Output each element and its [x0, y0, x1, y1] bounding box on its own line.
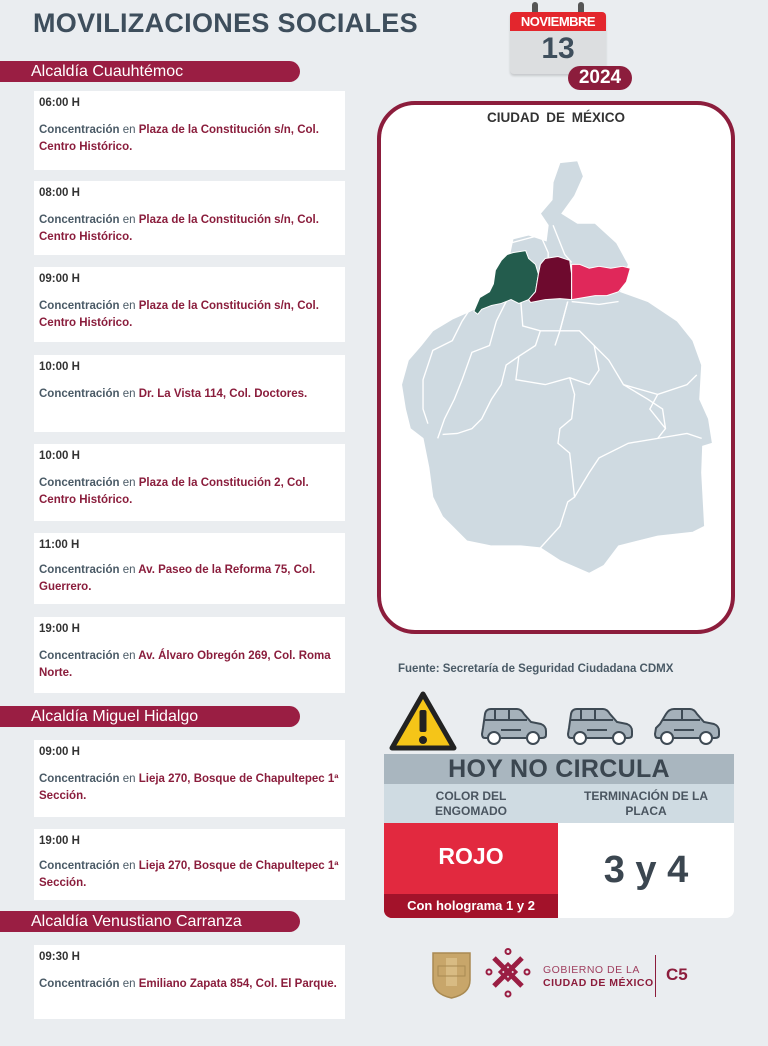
- event-place: Dr. La Vista 114, Col. Doctores.: [138, 388, 308, 400]
- hoy-no-circula-body: [384, 823, 734, 918]
- event-type: Concentración: [39, 650, 120, 662]
- hologram-note: Con holograma 1 y 2: [384, 894, 558, 918]
- event-connector: en: [122, 477, 136, 489]
- event-time: 09:00 H: [39, 746, 80, 758]
- car-icon: [479, 706, 549, 746]
- event-connector: en: [122, 978, 136, 990]
- section-header-venustiano-carranza: Alcaldía Venustiano Carranza: [0, 911, 300, 932]
- car-icon: [652, 706, 722, 746]
- section-header-cuauhtemoc: Alcaldía Cuauhtémoc: [0, 61, 300, 82]
- event-description: [39, 976, 340, 993]
- event-connector: en: [122, 214, 136, 226]
- event-place: Plaza de la Constitución s/n, Col. Centro Histórico.: [39, 214, 319, 243]
- placa-header: TERMINACIÓN DE LA PLACA: [584, 789, 708, 818]
- event-time: 09:30 H: [39, 951, 80, 963]
- event-connector: en: [122, 300, 136, 312]
- event-place: Av. Paseo de la Reforma 75, Col. Guerrero.: [39, 564, 316, 593]
- event-type: Concentración: [39, 300, 120, 312]
- event-card: [34, 267, 345, 342]
- event-time: 11:00 H: [39, 539, 80, 551]
- event-connector: en: [122, 650, 136, 662]
- event-type: Concentración: [39, 388, 120, 400]
- event-card: [34, 829, 345, 900]
- event-time: 19:00 H: [39, 623, 80, 635]
- gov-line-2: CIUDAD DE MÉXICO: [543, 977, 654, 989]
- event-place: Av. Álvaro Obregón 269, Col. Roma Norte.: [39, 650, 331, 679]
- event-connector: en: [122, 860, 136, 872]
- c5-logo: C5: [666, 965, 688, 984]
- event-description: [39, 212, 340, 246]
- event-type: Concentración: [39, 564, 120, 576]
- hoy-no-circula-table: [384, 784, 734, 918]
- event-type: Concentración: [39, 214, 120, 226]
- event-time: 08:00 H: [39, 187, 80, 199]
- source-note: Fuente: Secretaría de Seguridad Ciudadana CDMX: [398, 663, 674, 675]
- event-description: [39, 648, 340, 682]
- event-connector: en: [122, 773, 136, 785]
- engomado-cell: [384, 823, 558, 918]
- hoy-no-circula-title: HOY NO CIRCULA: [384, 754, 734, 784]
- date-calendar-icon: [508, 2, 608, 74]
- calendar-year: 2024: [568, 66, 632, 90]
- event-time: 06:00 H: [39, 97, 80, 109]
- event-time: 09:00 H: [39, 273, 80, 285]
- event-description: [39, 475, 340, 509]
- event-description: [39, 298, 340, 332]
- event-type: Concentración: [39, 477, 120, 489]
- event-card: [34, 355, 345, 432]
- event-time: 10:00 H: [39, 361, 80, 373]
- engomado-color: ROJO: [438, 843, 504, 869]
- event-place: Lieja 270, Bosque de Chapultepec 1ª Sección.: [39, 860, 339, 889]
- event-place: Lieja 270, Bosque de Chapultepec 1ª Sección.: [39, 773, 339, 802]
- event-time: 19:00 H: [39, 835, 80, 847]
- cdmx-map: [381, 105, 731, 630]
- event-connector: en: [122, 564, 136, 576]
- event-type: Concentración: [39, 978, 120, 990]
- calendar-month: NOVIEMBRE: [510, 12, 606, 31]
- cdmx-map-panel: [377, 101, 735, 634]
- calendar-day: 13: [541, 32, 575, 65]
- event-connector: en: [122, 124, 136, 136]
- event-type: Concentración: [39, 124, 120, 136]
- event-card: [34, 945, 345, 1019]
- event-description: [39, 771, 340, 805]
- cdmx-government-emblem-icon: [494, 958, 522, 986]
- event-card: [34, 91, 345, 170]
- event-place: Emiliano Zapata 854, Col. El Parque.: [138, 978, 337, 990]
- footer-divider: [655, 955, 656, 997]
- calendar-body: [510, 12, 606, 74]
- event-card: [34, 617, 345, 693]
- engomado-header: COLOR DEL ENGOMADO: [435, 789, 507, 818]
- event-time: 10:00 H: [39, 450, 80, 462]
- cdmx-shield-icon: [433, 953, 470, 998]
- map-title: CIUDAD DE MÉXICO: [486, 110, 625, 125]
- gov-line-1: GOBIERNO DE LA: [543, 964, 640, 976]
- car-icon: [565, 706, 635, 746]
- gobierno-cdmx-wordmark: [543, 964, 654, 990]
- warning-icon: [388, 690, 458, 752]
- footer-logos: [430, 948, 540, 1004]
- event-place: Plaza de la Constitución s/n, Col. Centro Histórico.: [39, 124, 319, 153]
- section-header-miguel-hidalgo: Alcaldía Miguel Hidalgo: [0, 706, 300, 727]
- event-type: Concentración: [39, 773, 120, 785]
- event-description: [39, 122, 340, 156]
- map-base-region: [402, 161, 713, 574]
- event-place: Plaza de la Constitución s/n, Col. Centro Histórico.: [39, 300, 319, 329]
- event-description: [39, 386, 340, 403]
- plate-endings: 3 y 4: [603, 849, 689, 891]
- event-card: [34, 444, 345, 521]
- event-description: [39, 858, 340, 892]
- event-place: Plaza de la Constitución 2, Col. Centro Histórico.: [39, 477, 309, 506]
- event-card: [34, 533, 345, 604]
- hoy-no-circula-header: [384, 784, 734, 823]
- event-type: Concentración: [39, 860, 120, 872]
- event-connector: en: [122, 388, 136, 400]
- event-description: [39, 562, 340, 596]
- event-card: [34, 740, 345, 817]
- event-card: [34, 181, 345, 255]
- page-title: MOVILIZACIONES SOCIALES: [33, 8, 418, 38]
